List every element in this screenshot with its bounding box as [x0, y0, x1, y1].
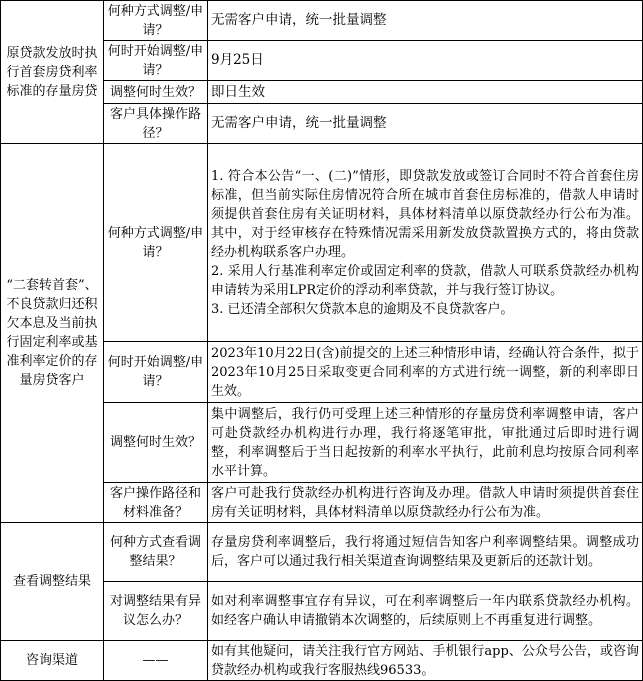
- question-cell: 对调整结果有异议怎么办？: [104, 582, 208, 641]
- question-cell: 何时开始调整/申请？: [104, 342, 208, 403]
- answer-text: 9月25日: [211, 52, 264, 68]
- answer-paragraph: 1. 符合本公告“一、(二)”情形，即贷款发放或签订合同时不符合首套住房标准，但当前实际住房情况符合所在城市首套住房标准的，借款人申请时须提供首套住房有关证明材料，具体材料清单以原贷款经办行公布为准。其中，对于经审核存在特殊情况需采用新发放贷款置换方式的，将由贷款经办机构联系客户办理。: [211, 168, 639, 260]
- answer-text: 存量房贷利率调整后，我行将通过短信告知客户利率调整结果。调整成功后，客户可以通过我行相关渠道查询调整结果及更新后的还款计划。: [211, 535, 639, 569]
- answer-cell: [208, 1, 643, 41]
- answer-text: 客户可赴我行贷款经办机构进行咨询及办理。借款人申请时须提供首套住房有关证明材料，具体材料清单以原贷款经办行公布为准。: [211, 485, 639, 520]
- category-cell: “二套转首套”、不良贷款归还积欠本息及当前执行固定利率或基准利率定价的存量房贷客户: [1, 144, 104, 523]
- answer-cell: [208, 582, 643, 641]
- answer-cell: [208, 342, 643, 403]
- question-cell: 调整何时生效？: [104, 403, 208, 483]
- answer-cell: [208, 403, 643, 483]
- answer-cell: [208, 483, 643, 523]
- answer-text: 集中调整后，我行仍可受理上述三种情形的存量房贷利率调整申请，客户可赴贷款经办机构进行办理，我行将逐笔审批，审批通过后即时进行调整，利率调整后于当日起按新的利率水平执行，此前利息均按原合同利率水平计算。: [211, 406, 639, 479]
- answer-text: 如有其他疑问，请关注我行官方网站、手机银行app、公众号公告，或咨询贷款经办机构或我行客服热线96533。: [211, 643, 639, 678]
- question-cell: 何时开始调整/申请？: [104, 41, 208, 81]
- question-cell: 客户具体操作路径？: [104, 104, 208, 144]
- question-cell: 何种方式查看调整结果？: [104, 523, 208, 582]
- question-cell: 客户操作路径和材料准备？: [104, 483, 208, 523]
- question-cell: 何种方式调整/申请？: [104, 144, 208, 342]
- answer-text: 无需客户申请，统一批量调整: [211, 115, 387, 131]
- table-row: [1, 641, 643, 681]
- answer-text: 如对利率调整事宜存有异议，可在利率调整后一年内联系贷款经办机构。如经客户确认申请撤销本次调整的，后续原则上不再重复进行调整。: [211, 594, 639, 628]
- answer-cell: [208, 41, 643, 81]
- category-cell: 查看调整结果: [1, 523, 104, 641]
- answer-cell: [208, 523, 643, 582]
- answer-cell: [208, 104, 643, 144]
- question-cell: ——: [104, 641, 208, 681]
- category-cell: 咨询渠道: [1, 641, 104, 681]
- category-cell: 原贷款发放时执行首套房贷利率标准的存量房贷: [1, 1, 104, 144]
- table-row: [1, 523, 643, 582]
- answer-cell: [208, 144, 643, 342]
- answer-cell: [208, 641, 643, 681]
- question-cell: 何种方式调整/申请？: [104, 1, 208, 41]
- answer-text: 无需客户申请，统一批量调整: [211, 12, 387, 28]
- answer-paragraph: 3. 已还清全部积欠贷款本息的逾期及不良贷款客户。: [211, 301, 514, 317]
- question-cell: 调整何时生效？: [104, 81, 208, 104]
- answer-cell: [208, 81, 643, 104]
- table-row: [1, 144, 643, 342]
- answer-paragraph: 2. 采用人行基准利率定价或固定利率的贷款，借款人可联系贷款经办机构申请转为采用LPR定价的浮动利率贷款，并与我行签订协议。: [211, 263, 639, 298]
- table-row: [1, 1, 643, 41]
- answer-text: 即日生效: [211, 83, 265, 100]
- answer-text: 2023年10月22日(含)前提交的上述三种情形申请，经确认符合条件，拟于2023年10月25日采取变更合同利率的方式进行统一调整，新的利率即日生效。: [211, 345, 639, 399]
